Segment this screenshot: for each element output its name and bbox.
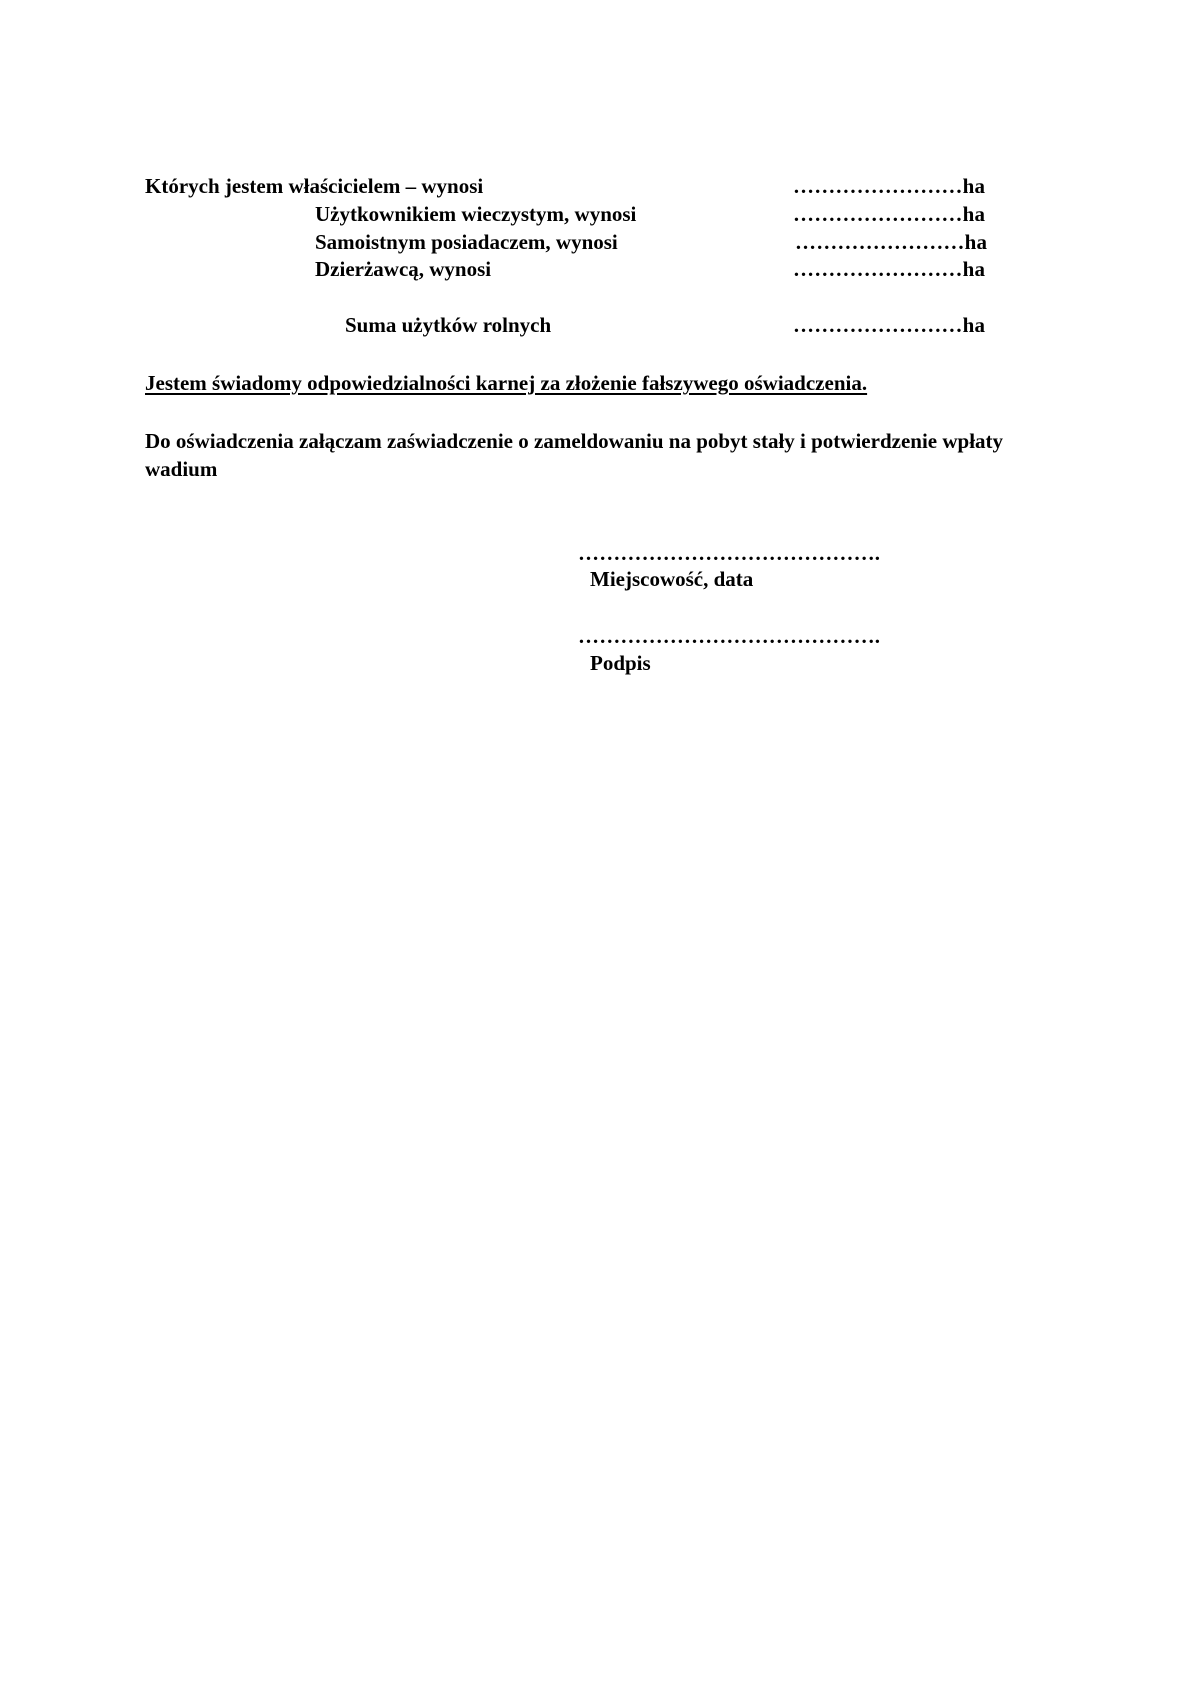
place-date-label: Miejscowość, data <box>590 567 754 591</box>
row-perpetual-user-fill: ……………………ha <box>793 202 986 226</box>
row-independent-possessor-fill: ……………………ha <box>795 230 988 254</box>
signature-line: ……………………………………. <box>578 624 881 648</box>
row-owner-fill: ……………………ha <box>793 174 986 198</box>
row-owner-label: Których jestem właścicielem – wynosi <box>145 174 484 198</box>
row-perpetual-user-label: Użytkownikiem wieczystym, wynosi <box>315 202 637 226</box>
attachments-statement: Do oświadczenia załączam zaświadczenie o zameldowaniu na pobyt stały i potwierdzenie wpłaty wadium <box>145 429 1004 481</box>
place-date-line: ……………………………………. <box>578 541 881 565</box>
total-agricultural-land-fill: ……………………ha <box>793 313 986 337</box>
liability-declaration: Jestem świadomy odpowiedzialności karnej za złożenie fałszywego oświadczenia. <box>145 371 868 395</box>
total-agricultural-land-label: Suma użytków rolnych <box>345 313 552 337</box>
row-independent-possessor-label: Samoistnym posiadaczem, wynosi <box>315 230 618 254</box>
row-tenant-fill: ……………………ha <box>793 257 986 281</box>
row-tenant-label: Dzierżawcą, wynosi <box>315 257 492 281</box>
signature-label: Podpis <box>590 651 651 675</box>
